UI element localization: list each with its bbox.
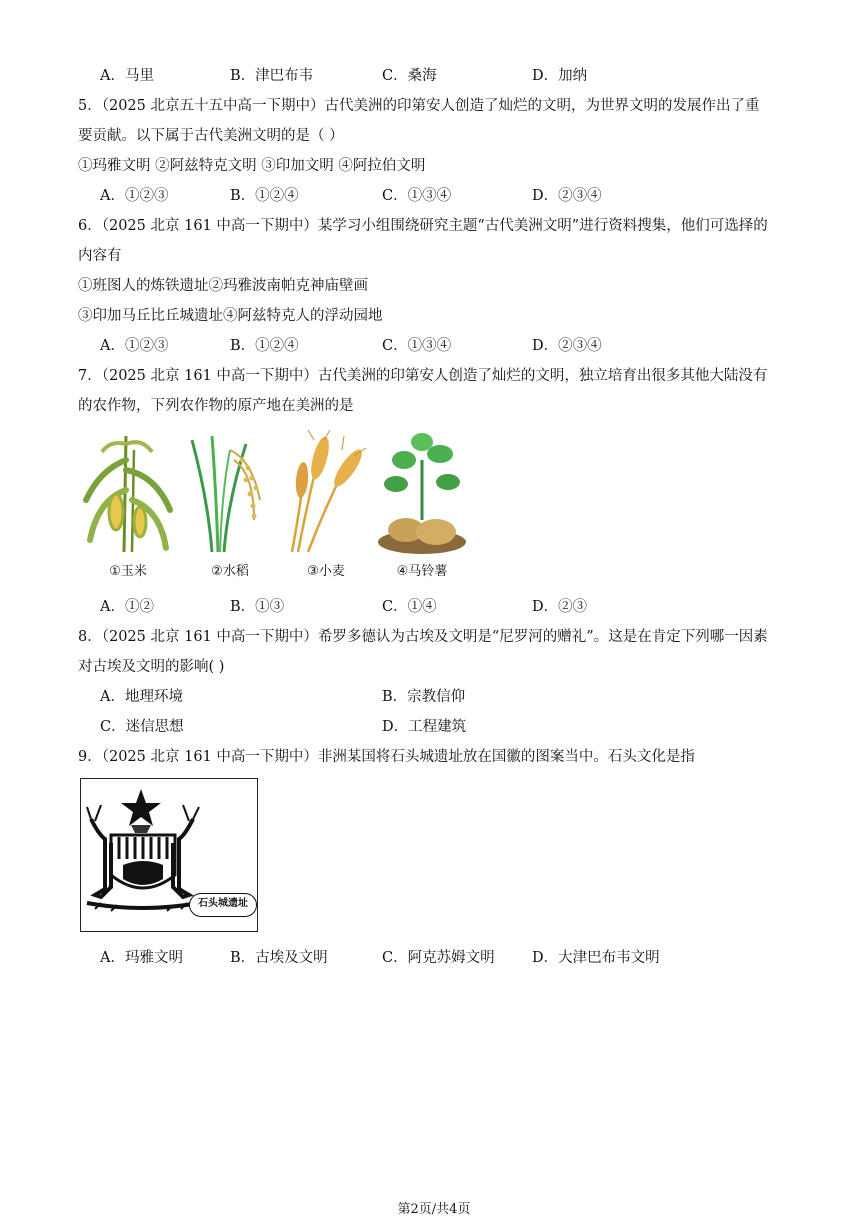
q7-option-d[interactable]: D．②③ [532,599,588,615]
q4-option-c[interactable]: C．桑海 [382,68,437,84]
q6-option-a[interactable]: A．①②③ [100,338,169,354]
q4-options [100,66,800,86]
emblem-label: 石头城遗址 [189,893,257,917]
q4-option-d[interactable]: D．加纳 [532,68,588,84]
q7-options [100,597,800,617]
q8-stem-line2: 对古埃及文明的影响( ) [78,659,225,675]
q8-option-a[interactable]: A．地理环境 [100,689,183,705]
q5-stem-line2: 要贡献。以下属于古代美洲文明的是（ ） [78,128,344,144]
q6-stem-line1: 6．（2025 北京 161 中高一下期中）某学习小组围绕研究主题“古代美洲文明”进行资料搜集，他们可选择的 [78,218,768,234]
q8-option-b[interactable]: B．宗教信仰 [382,689,466,705]
q6-item-line1: ①班图人的炼铁遗址②玛雅波南帕克神庙壁画 [78,278,368,294]
q9-option-b[interactable]: B．古埃及文明 [230,950,328,966]
q6-item-line2: ③印加马丘比丘城遗址④阿兹特克人的浮动园地 [78,308,383,324]
q5-option-d[interactable]: D．②③④ [532,188,602,204]
page-footer: 第2页/共4页 [397,1202,471,1217]
q7-stem-line2: 的农作物，下列农作物的原产地在美洲的是 [78,398,354,414]
q8-options-row2 [100,717,800,737]
corn-icon [80,430,176,556]
q5-items: ①玛雅文明 ②阿兹特克文明 ③印加文明 ④阿拉伯文明 [78,158,426,174]
q6-option-d[interactable]: D．②③④ [532,338,602,354]
q5-options [100,186,800,206]
q8-options-row1 [100,687,800,707]
q7-stem-line1: 7．（2025 北京 161 中高一下期中）古代美洲的印第安人创造了灿烂的文明，独立培育出很多其他大陆没有 [78,368,768,384]
crop-label-wheat: ③小麦 [307,564,345,579]
q5-option-c[interactable]: C．①③④ [382,188,452,204]
q9-option-a[interactable]: A．玛雅文明 [100,950,183,966]
q6-option-c[interactable]: C．①③④ [382,338,452,354]
q7-option-b[interactable]: B．①③ [230,599,285,615]
q9-options [100,948,800,968]
crop-rice [182,430,278,585]
q8-option-c[interactable]: C．迷信思想 [100,719,184,735]
q9-option-d[interactable]: D．大津巴布韦文明 [532,950,660,966]
q8-stem-line1: 8．（2025 北京 161 中高一下期中）希罗多德认为古埃及文明是“尼罗河的赠礼”。这是在肯定下列哪一因素 [78,629,768,645]
crop-label-corn: ①玉米 [109,564,147,579]
q5-option-a[interactable]: A．①②③ [100,188,169,204]
rice-icon [182,430,278,556]
q8-option-d[interactable]: D．工程建筑 [382,719,467,735]
q7-option-c[interactable]: C．①④ [382,599,437,615]
crop-wheat [278,430,374,585]
crop-label-rice: ②水稻 [211,564,249,579]
wheat-icon [278,430,374,556]
q9-stem: 9．（2025 北京 161 中高一下期中）非洲某国将石头城遗址放在国徽的图案当中。石头文化是指 [78,749,695,765]
q6-options [100,336,800,356]
crop-images [80,430,470,585]
national-emblem-image [80,778,258,932]
q7-option-a[interactable]: A．①② [100,599,154,615]
crop-label-potato: ④马铃薯 [396,564,448,579]
q4-option-a[interactable]: A．马里 [100,68,154,84]
q4-option-b[interactable]: B．津巴布韦 [230,68,314,84]
q6-option-b[interactable]: B．①②④ [230,338,299,354]
q9-option-c[interactable]: C．阿克苏姆文明 [382,950,495,966]
q6-stem-line2: 内容有 [78,248,122,264]
crop-corn [80,430,176,585]
q5-option-b[interactable]: B．①②④ [230,188,299,204]
q5-stem-line1: 5．（2025 北京五十五中高一下期中）古代美洲的印第安人创造了灿烂的文明，为世界文明的发展作出了重 [78,98,760,114]
crop-potato [374,430,470,585]
potato-icon [374,430,470,556]
